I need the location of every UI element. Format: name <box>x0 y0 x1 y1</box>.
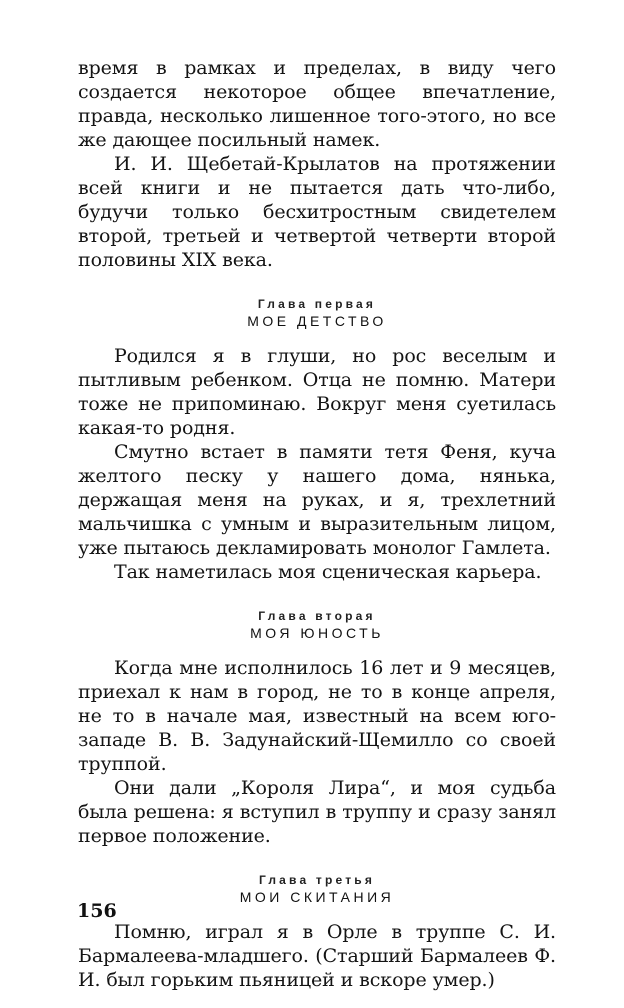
chapter-1-paragraph: Смутно встает в памяти тетя Феня, куча желтого песку у нашего дома, нянька, держащая меня на руках, и я, трехлетний мальчишка с умным и выразительным лицом, уже пытаюсь декламировать монолог Гамлета. <box>78 441 556 559</box>
page-number: 156 <box>77 900 117 922</box>
chapter-heading-3 <box>78 872 556 906</box>
chapter-label: Глава первая <box>257 297 377 311</box>
chapter-title: МОЕ ДЕТСТВО <box>247 313 387 329</box>
chapter-title: МОЯ ЮНОСТЬ <box>250 625 384 641</box>
chapter-heading-1 <box>78 296 556 330</box>
chapter-2-paragraph: Когда мне исполнилось 16 лет и 9 месяцев, приехал к нам в город, не то в конце апреля, не то в начале мая, известный на всем юго-западе В. В. Задунайский-Щемилло со своей труппой. <box>78 657 556 775</box>
chapter-3-paragraph: Помню, играл я в Орле в труппе С. И. Бармалеева-младшего. (Старший Бармалеев Ф. И. был горьким пьяницей и вскоре умер.) <box>78 921 556 991</box>
chapter-label: Глава вторая <box>258 609 376 623</box>
chapter-title: МОИ СКИТАНИЯ <box>239 889 395 905</box>
chapter-heading-2 <box>78 608 556 642</box>
chapter-label: Глава третья <box>258 873 376 887</box>
chapter-1-paragraph: Так наметилась моя сценическая карьера. <box>114 561 542 583</box>
chapter-2-paragraph: Они дали „Короля Лира“, и моя судьба была решена: я вступил в труппу и сразу занял первое положение. <box>78 777 556 847</box>
intro-paragraph: И. И. Щебетай-Крылатов на протяжении всей книги и не пытается дать что-либо, будучи только бесхитростным свидетелем второй, третьей и четвертой четверти второй половины XIX века. <box>78 153 556 271</box>
chapter-1-paragraph: Родился я в глуши, но рос веселым и пытливым ребенком. Отца не помню. Матери тоже не припоминаю. Вокруг меня суетилась какая-то родня. <box>78 345 556 439</box>
intro-paragraph-continued: время в рамках и пределах, в виду чего создается некоторое общее впечатление, правда, несколько лишенное того-этого, но все же дающее посильный намек. <box>78 57 556 151</box>
book-page <box>78 56 556 992</box>
